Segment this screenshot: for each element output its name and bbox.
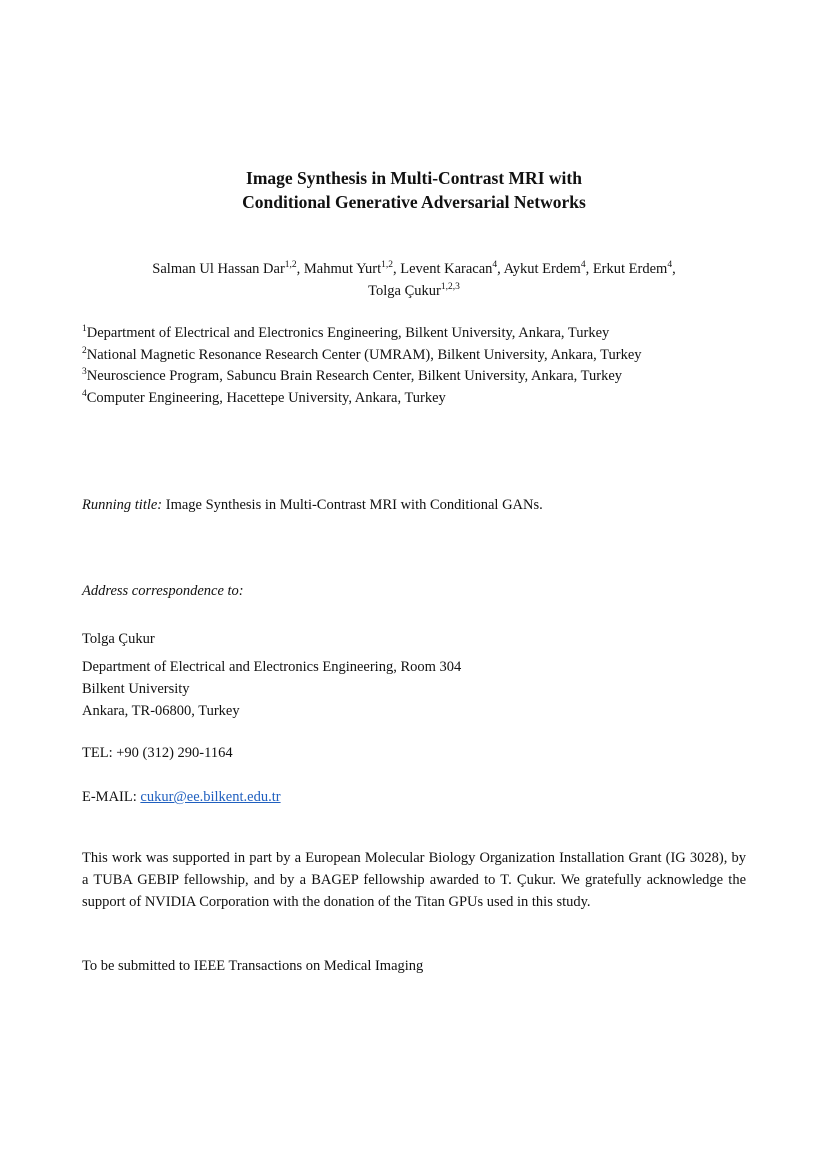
author-name: Levent Karacan bbox=[400, 261, 493, 277]
title-line-2: Conditional Generative Adversarial Networks bbox=[242, 192, 586, 212]
author-list bbox=[0, 258, 828, 302]
author-separator: , bbox=[296, 261, 304, 277]
author-affil-sup: 1,2 bbox=[381, 260, 393, 271]
telephone: TEL: +90 (312) 290-1164 bbox=[82, 745, 233, 761]
paper-title bbox=[0, 166, 828, 214]
correspondence-label: Address correspondence to: bbox=[82, 583, 244, 599]
affiliation-list bbox=[82, 323, 762, 409]
running-title-label: Running title: bbox=[82, 497, 163, 513]
author-affil-sup: 4 bbox=[580, 260, 586, 271]
author-name: Erkut Erdem bbox=[592, 261, 668, 277]
author-affil-sup: 4 bbox=[492, 260, 498, 271]
author-line-1 bbox=[0, 258, 828, 280]
author-name: Salman Ul Hassan Dar bbox=[152, 261, 285, 277]
affiliation-number: 3 bbox=[82, 367, 87, 378]
affiliation-item bbox=[82, 366, 762, 388]
affiliation-text: Computer Engineering, Hacettepe University, Ankara, Turkey bbox=[86, 389, 446, 406]
email-line bbox=[82, 786, 281, 808]
affiliation-item bbox=[82, 345, 762, 367]
affiliation-number: 1 bbox=[82, 324, 87, 335]
author-affil-sup: 1,2 bbox=[284, 260, 297, 271]
correspondence-name: Tolga Çukur bbox=[82, 631, 155, 647]
title-line-1: Image Synthesis in Multi-Contrast MRI with bbox=[246, 168, 582, 188]
correspondence-address bbox=[82, 628, 461, 722]
email-link[interactable]: cukur@ee.bilkent.edu.tr bbox=[140, 789, 281, 805]
address-line: Department of Electrical and Electronics Engineering, Room 304 bbox=[82, 659, 462, 675]
affiliation-text: National Magnetic Resonance Research Center (UMRAM), Bilkent University, Ankara, Turkey bbox=[86, 346, 642, 363]
affiliation-item bbox=[82, 323, 762, 345]
affiliation-number: 2 bbox=[82, 345, 87, 356]
author-line-2 bbox=[0, 280, 828, 302]
address-line: Ankara, TR-06800, Turkey bbox=[82, 703, 240, 719]
author-affil-sup: 4 bbox=[667, 260, 673, 271]
author-affil-sup: 1,2,3 bbox=[440, 282, 460, 293]
email-label: E-MAIL: bbox=[82, 789, 141, 805]
running-title bbox=[82, 494, 543, 516]
author-name: Aykut Erdem bbox=[503, 261, 581, 277]
address-line: Bilkent University bbox=[82, 681, 190, 697]
affiliation-item bbox=[82, 388, 762, 410]
affiliation-number: 4 bbox=[82, 388, 87, 399]
author-name: Tolga Çukur bbox=[368, 283, 441, 299]
affiliation-text: Department of Electrical and Electronics Engineering, Bilkent University, Ankara, Turkey bbox=[86, 325, 610, 341]
author-separator: , bbox=[392, 261, 401, 277]
funding-statement: This work was supported in part by a European Molecular Biology Organization Installation Grant (IG 3028), by a TUBA GEBIP fellowship, and by a BAGEP fellowship awarded to T. Çukur. We gratefully acknowledge the support of NVIDIA Corporation with the donation of the Titan GPUs used in this study. bbox=[82, 850, 746, 910]
running-title-text: Image Synthesis in Multi-Contrast MRI with Conditional GANs. bbox=[162, 497, 543, 513]
submission-note: To be submitted to IEEE Transactions on Medical Imaging bbox=[82, 958, 424, 974]
author-separator: , bbox=[497, 261, 504, 277]
author-name: Mahmut Yurt bbox=[303, 261, 382, 277]
author-separator: , bbox=[672, 261, 676, 277]
affiliation-text: Neuroscience Program, Sabuncu Brain Research Center, Bilkent University, Ankara, Turkey bbox=[86, 368, 623, 384]
author-separator: , bbox=[585, 261, 593, 277]
